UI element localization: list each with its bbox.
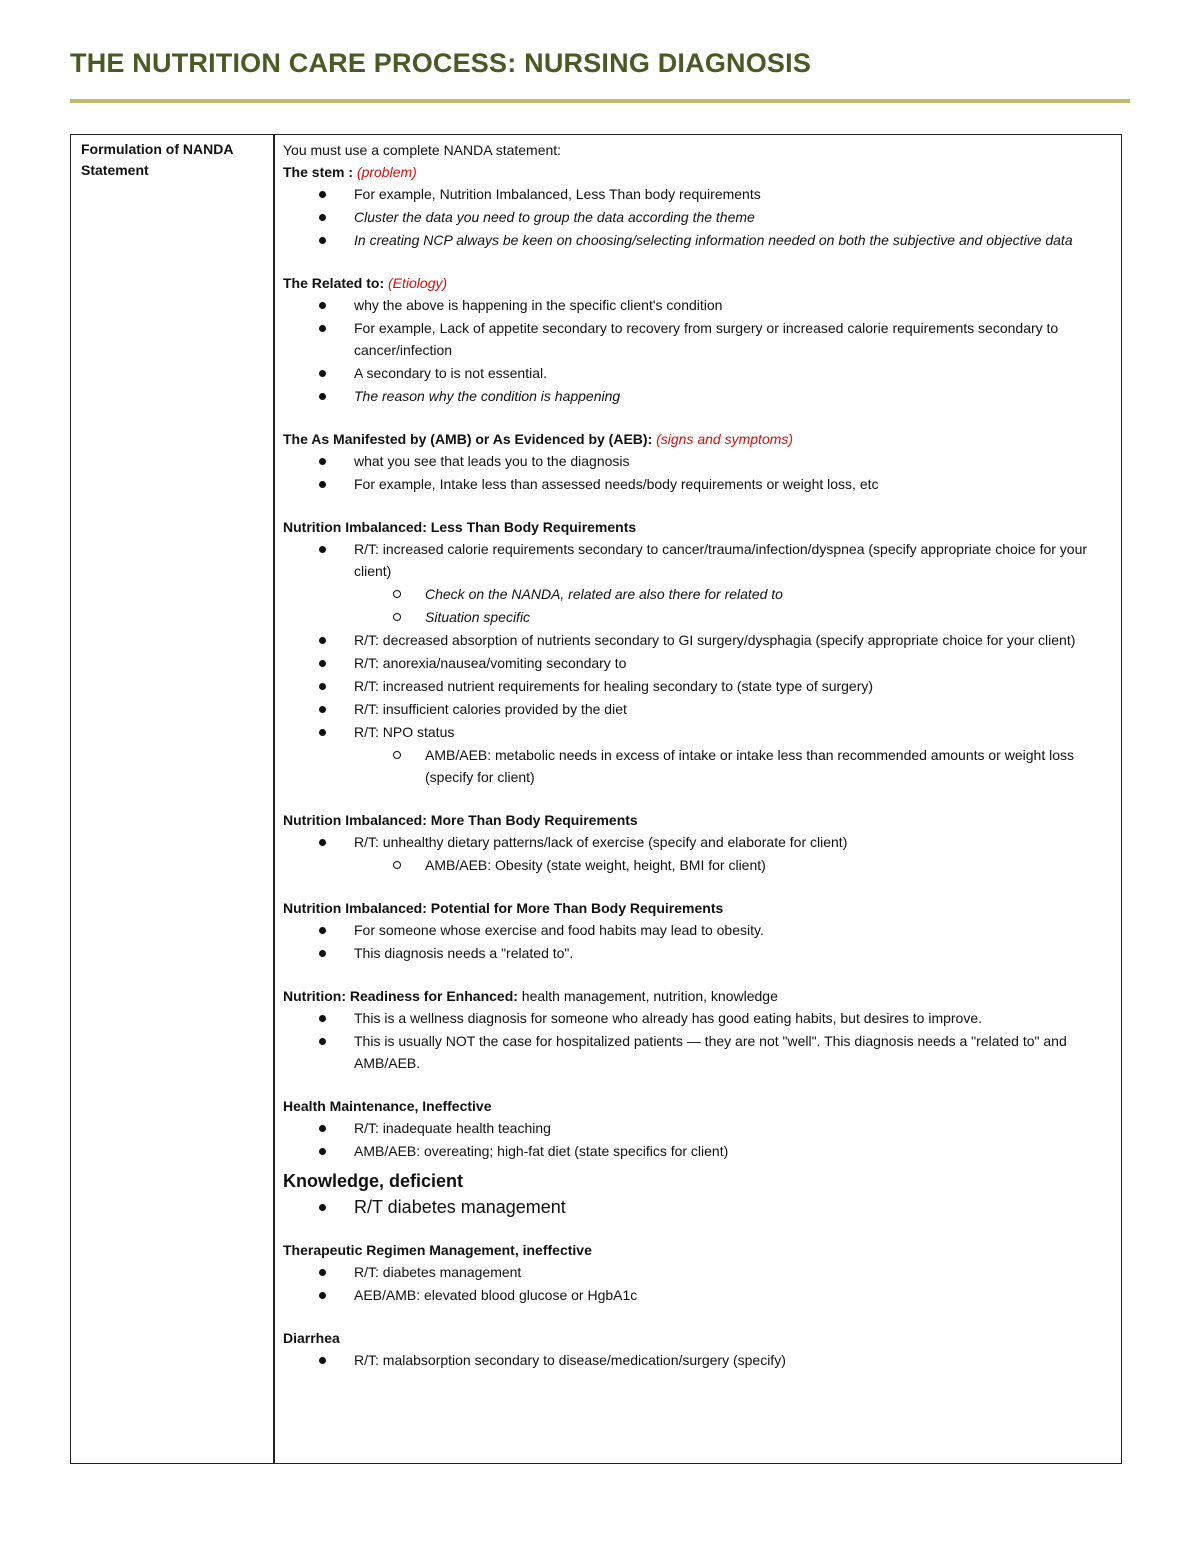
list-item: For example, Intake less than assessed needs/body requirements or weight loss, etc bbox=[283, 473, 1109, 495]
nanda-table bbox=[70, 134, 1122, 1464]
list-item: R/T: diabetes management bbox=[283, 1261, 1109, 1283]
amb-heading bbox=[283, 428, 1109, 450]
spacer bbox=[283, 789, 1109, 809]
list-item: R/T: increased calorie requirements secondary to cancer/trauma/infection/dyspnea (specify appropriate choice for your client) bbox=[283, 538, 1109, 582]
list-item: R/T: insufficient calories provided by the diet bbox=[283, 698, 1109, 720]
spacer bbox=[283, 252, 1109, 272]
list-item: For someone whose exercise and food habits may lead to obesity. bbox=[283, 919, 1109, 941]
list-item: In creating NCP always be keen on choosing/selecting information needed on both the subjective and objective data bbox=[283, 229, 1109, 251]
readiness-label: Nutrition: Readiness for Enhanced: bbox=[283, 988, 518, 1004]
list-item: R/T: unhealthy dietary patterns/lack of exercise (specify and elaborate for client) bbox=[283, 831, 1109, 853]
related-tag: (Etiology) bbox=[388, 275, 448, 291]
spacer bbox=[283, 1075, 1109, 1095]
readiness-heading bbox=[283, 985, 1109, 1007]
list-item: Cluster the data you need to group the data according the theme bbox=[283, 206, 1109, 228]
spacer bbox=[283, 496, 1109, 516]
spacer bbox=[283, 1307, 1109, 1327]
title-underline bbox=[70, 99, 1130, 103]
related-heading bbox=[283, 272, 1109, 294]
spacer bbox=[283, 1221, 1109, 1239]
list-item: R/T: NPO status bbox=[283, 721, 1109, 743]
amb-label: The As Manifested by (AMB) or As Evidenced by (AEB): bbox=[283, 431, 653, 447]
list-item: R/T: increased nutrient requirements for healing secondary to (state type of surgery) bbox=[283, 675, 1109, 697]
knowledge-heading: Knowledge, deficient bbox=[283, 1171, 464, 1191]
list-item: R/T diabetes management bbox=[283, 1194, 1109, 1220]
readiness-rest: health management, nutrition, knowledge bbox=[517, 988, 778, 1004]
list-item: AEB/AMB: elevated blood glucose or HgbA1c bbox=[283, 1284, 1109, 1306]
column-divider bbox=[273, 135, 275, 1463]
list-item: R/T: anorexia/nausea/vomiting secondary to bbox=[283, 652, 1109, 674]
intro-text: You must use a complete NANDA statement: bbox=[283, 142, 562, 158]
potential-heading: Nutrition Imbalanced: Potential for More Than Body Requirements bbox=[283, 900, 724, 916]
less-than-heading: Nutrition Imbalanced: Less Than Body Requirements bbox=[283, 519, 637, 535]
more-than-heading: Nutrition Imbalanced: More Than Body Requirements bbox=[283, 812, 638, 828]
sub-list-item: Check on the NANDA, related are also there for related to bbox=[283, 583, 1109, 605]
spacer bbox=[283, 965, 1109, 985]
list-item: R/T: malabsorption secondary to disease/medication/surgery (specify) bbox=[283, 1349, 1109, 1371]
therapeutic-heading: Therapeutic Regimen Management, ineffective bbox=[283, 1242, 592, 1258]
sub-list-item: AMB/AEB: Obesity (state weight, height, BMI for client) bbox=[283, 854, 1109, 876]
sub-list-item: Situation specific bbox=[283, 606, 1109, 628]
spacer bbox=[283, 408, 1109, 428]
list-item: R/T: inadequate health teaching bbox=[283, 1117, 1109, 1139]
list-item: This is usually NOT the case for hospitalized patients — they are not "well". This diagnosis needs a "related to" and AMB/AEB. bbox=[283, 1030, 1109, 1074]
stem-heading bbox=[283, 161, 1109, 183]
list-item: R/T: decreased absorption of nutrients secondary to GI surgery/dysphagia (specify appropriate choice for your client) bbox=[283, 629, 1109, 651]
stem-label: The stem : bbox=[283, 164, 354, 180]
list-item: A secondary to is not essential. bbox=[283, 362, 1109, 384]
list-item: The reason why the condition is happening bbox=[283, 385, 1109, 407]
list-item: For example, Lack of appetite secondary to recovery from surgery or increased calorie requirements secondary to cancer/infection bbox=[283, 317, 1109, 361]
content-cell bbox=[283, 139, 1109, 1372]
sub-list-item: AMB/AEB: metabolic needs in excess of intake or intake less than recommended amounts or weight loss (specify for client) bbox=[283, 744, 1109, 788]
spacer bbox=[283, 877, 1109, 897]
list-item: AMB/AEB: overeating; high-fat diet (state specifics for client) bbox=[283, 1140, 1109, 1162]
list-item: This is a wellness diagnosis for someone who already has good eating habits, but desires to improve. bbox=[283, 1007, 1109, 1029]
health-maintenance-heading: Health Maintenance, Ineffective bbox=[283, 1098, 492, 1114]
amb-tag: (signs and symptoms) bbox=[656, 431, 794, 447]
related-label: The Related to: bbox=[283, 275, 385, 291]
list-item: what you see that leads you to the diagnosis bbox=[283, 450, 1109, 472]
stem-tag: (problem) bbox=[356, 164, 417, 180]
list-item: why the above is happening in the specific client's condition bbox=[283, 294, 1109, 316]
list-item: This diagnosis needs a "related to". bbox=[283, 942, 1109, 964]
diarrhea-heading: Diarrhea bbox=[283, 1330, 340, 1346]
page-title: THE NUTRITION CARE PROCESS: NURSING DIAGNOSIS bbox=[70, 48, 812, 78]
row-label: Formulation of NANDA Statement bbox=[81, 141, 233, 178]
list-item: For example, Nutrition Imbalanced, Less Than body requirements bbox=[283, 183, 1109, 205]
